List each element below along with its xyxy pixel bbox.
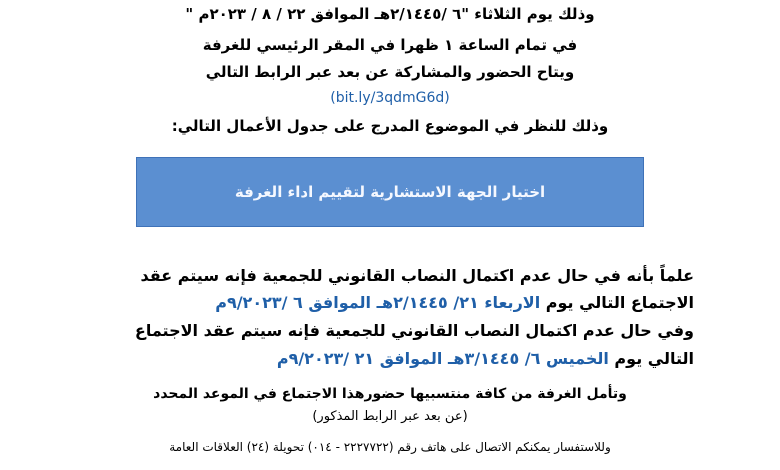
agenda-intro-line: وذلك للنظر في الموضوع المدرج على جدول الأعمال التالي: — [171, 117, 609, 135]
quorum-line-2-prefix: الاجتماع التالي يوم — [540, 293, 694, 312]
third-meeting-date: الخميس ٦/ ٣/١٤٤٥هـ الموافق ٢١ /٩/٢٠٢٣م — [276, 349, 609, 368]
quorum-line-4 — [96, 349, 694, 368]
quorum-line-4-prefix: التالي يوم — [608, 349, 694, 368]
agenda-item-box — [136, 157, 644, 227]
contact-line: وللاستفسار يمكنكم الاتصال على هاتف رقم (٢٢٢٧٧٢٢ - ٠١٤) تحويلة (٢٤) العلاقات العامة — [169, 440, 611, 454]
meeting-time-place-line: في تمام الساعة ١ ظهرا في المقر الرئيسي للغرفة — [202, 36, 578, 54]
meeting-link[interactable]: (bit.ly/3qdmG6d) — [330, 90, 450, 106]
agenda-item-text: اختيار الجهة الاستشارية لتقييم اداء الغرفة — [234, 183, 546, 201]
second-meeting-date: الاربعاء ٢١/ ٢/١٤٤٥هـ الموافق ٦ /٩/٢٠٢٣م — [215, 293, 541, 312]
closing-remote-note: (عن بعد عبر الرابط المذكور) — [312, 409, 468, 424]
quorum-line-1: علماً بأنه في حال عدم اكتمال النصاب القانوني للجمعية فإنه سيتم عقد — [140, 266, 694, 285]
closing-hope-line: وتأمل الغرفة من كافة منتسبيها حضورهذا الاجتماع في الموعد المحدد — [153, 386, 627, 402]
meeting-date-line: وذلك يوم الثلاثاء "٦ /٢/١٤٤٥هـ الموافق ٢٢ / ٨ / ٢٠٢٣م " — [185, 5, 595, 23]
quorum-line-3: وفي حال عدم اكتمال النصاب القانوني للجمعية فإنه سيتم عقد الاجتماع — [134, 321, 694, 340]
quorum-line-2 — [96, 293, 694, 312]
remote-attendance-line: ويتاح الحضور والمشاركة عن بعد عبر الرابط التالي — [205, 63, 575, 81]
